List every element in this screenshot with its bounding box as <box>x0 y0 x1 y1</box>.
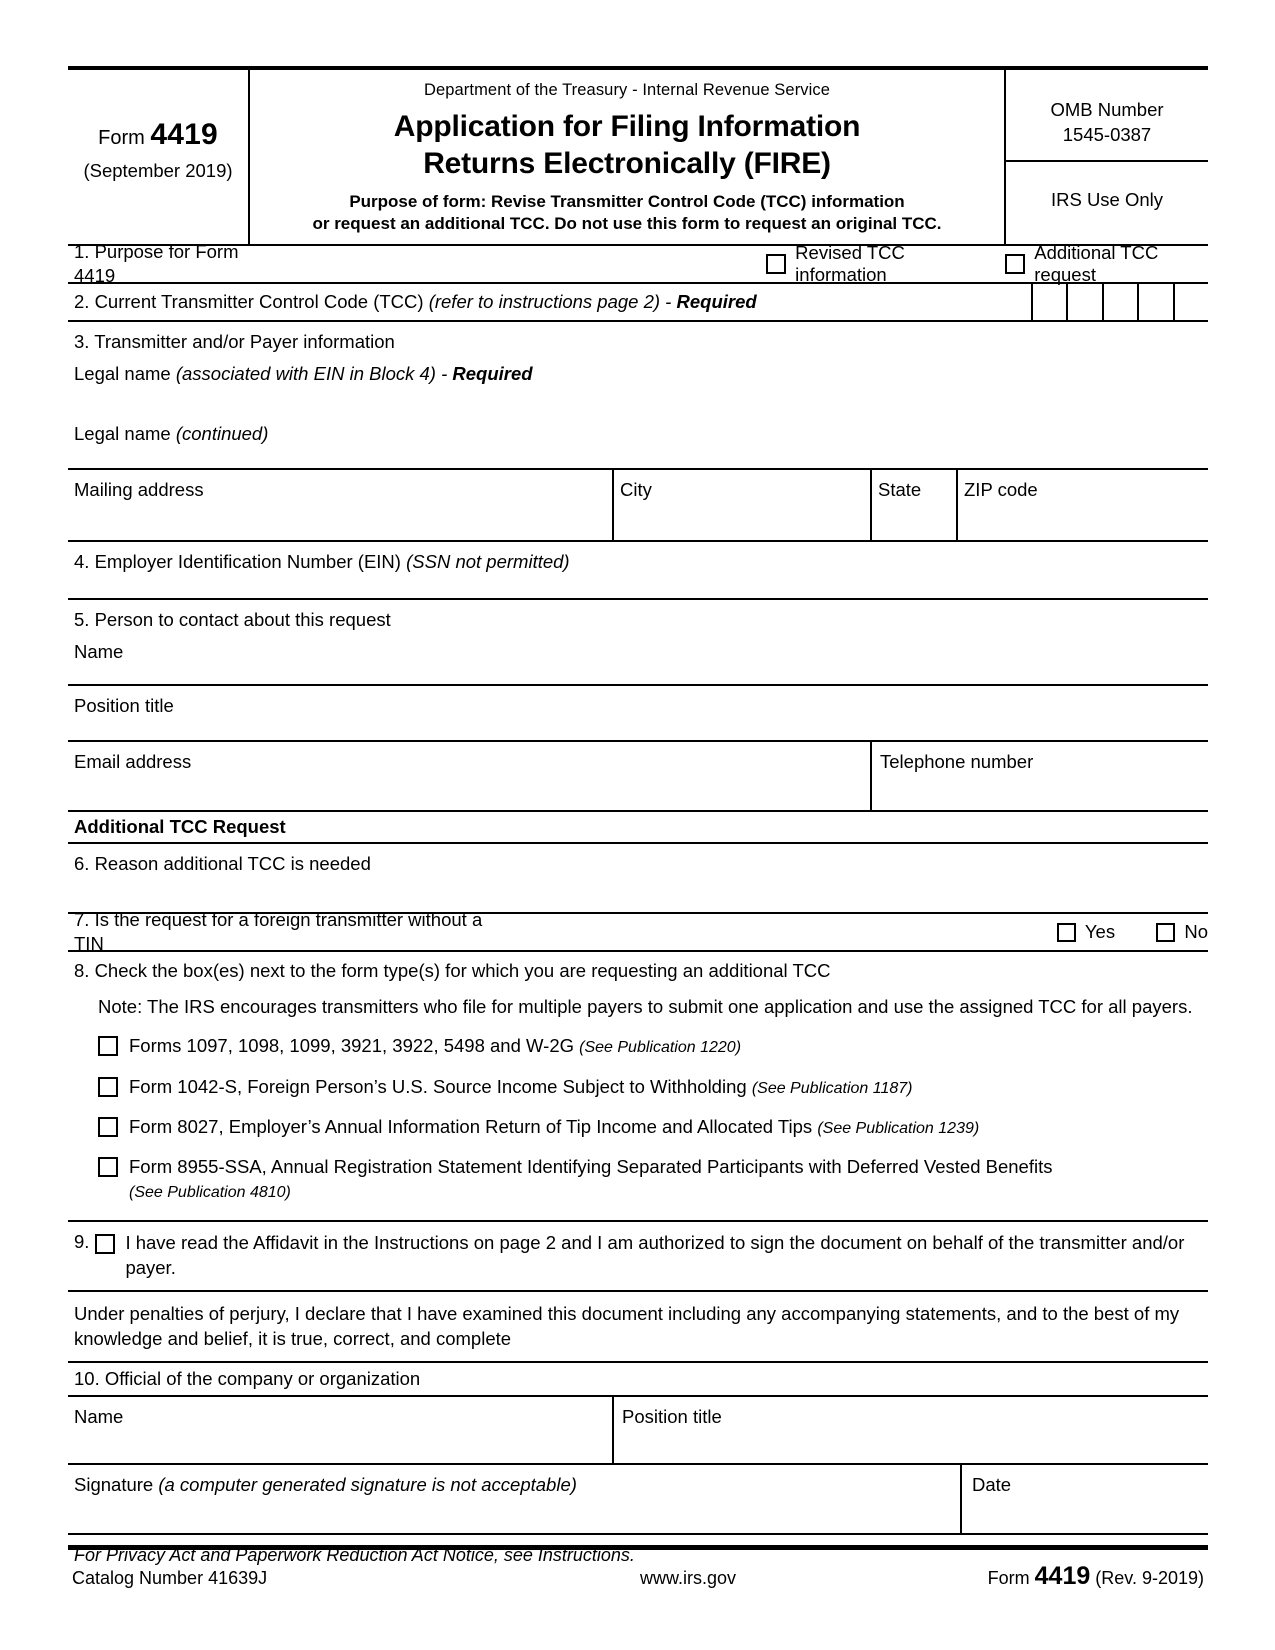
item8-option-2[interactable] <box>74 1075 1208 1099</box>
date-label: Date <box>972 1474 1012 1496</box>
item3-label: 3. Transmitter and/or Payer information <box>74 331 395 352</box>
item2-row <box>68 284 1208 322</box>
item10-label: 10. Official of the company or organization <box>74 1368 421 1390</box>
item8-option-4-main: Form 8955-SSA, <box>129 1156 271 1178</box>
form-purpose-line2: or request an additional TCC. Do not use this form to request an original TCC. <box>312 213 942 233</box>
footer-form-label: Form <box>987 1568 1035 1588</box>
contact-position-title-label: Position title <box>74 695 174 716</box>
item8-option-1-main: Forms 1097, 1098, 1099, 3921, 3922, 5498 and W-2G <box>129 1035 580 1057</box>
mailing-address-field[interactable] <box>68 470 614 540</box>
item3-legal-name-row[interactable] <box>68 322 1208 414</box>
legal-name-continued-label <box>74 422 1208 446</box>
item8-note-bold: Note: <box>98 996 143 1018</box>
contact-email-phone-row <box>68 742 1208 812</box>
email-address-label: Email address <box>74 751 192 772</box>
item8-option-4-text <box>129 1155 1052 1203</box>
tcc-cell[interactable] <box>1066 284 1101 320</box>
item2-label-wrap <box>68 284 1031 320</box>
omb-block <box>1006 70 1208 244</box>
checkbox-revised-tcc-icon[interactable] <box>766 254 786 274</box>
item9-text: I have read the Affidavit in the Instructions on page 2 and I am authorized to sign the document on behalf of the transmitter and/or payer. <box>125 1231 1185 1278</box>
official-position-title-label: Position title <box>622 1406 722 1428</box>
item7-row <box>68 908 1208 954</box>
form-header <box>68 66 1208 246</box>
item8-option-3[interactable] <box>74 1115 1208 1139</box>
item8-row <box>68 952 1208 1222</box>
official-name-label: Name <box>74 1406 124 1428</box>
official-name-field[interactable] <box>68 1397 614 1463</box>
address-row <box>68 470 1208 542</box>
irs-website-url[interactable]: www.irs.gov <box>639 1568 737 1588</box>
signature-field[interactable] <box>68 1465 962 1533</box>
legal-name-continued-row[interactable] <box>68 414 1208 470</box>
zip-field[interactable] <box>958 470 1208 540</box>
item10-name-position-row <box>68 1397 1208 1465</box>
footer-form-number: 4419 <box>1034 1562 1091 1590</box>
catalog-number: Catalog Number 41639J <box>72 1568 268 1588</box>
form-title-block <box>250 70 1006 244</box>
form-number-line <box>68 118 248 153</box>
form-identity-block <box>68 70 250 244</box>
item8-option-2-text <box>129 1075 913 1099</box>
item8-option-2-main: Form 1042-S, <box>129 1075 248 1097</box>
irs-use-only-box: IRS Use Only <box>1050 189 1164 210</box>
additional-tcc-section-heading: Additional TCC Request <box>68 812 1208 844</box>
item8-option-4-title: Annual Registration Statement Identifying Separated Participants with Deferred Vested Benefits <box>270 1156 1053 1178</box>
checkbox-affidavit-icon[interactable] <box>95 1234 115 1254</box>
signature-label-main: Signature <box>74 1474 159 1496</box>
item8-option-1-pub: (See Publication 1220) <box>579 1039 742 1057</box>
item9-number: 9. <box>74 1230 90 1252</box>
tcc-cell[interactable] <box>1031 284 1066 320</box>
item8-note-text: The IRS encourages transmitters who file for multiple payers to submit one application and use the assigned TCC for all payers. <box>142 996 1193 1018</box>
form-title-line2: Returns Electronically (FIRE) <box>423 146 831 180</box>
item4-ein-row[interactable] <box>68 542 1208 600</box>
perjury-statement: Under penalties of perjury, I declare that I have examined this document including any accompanying statements, and to the best of my knowledge and belief, it is true, correct, and complete <box>68 1292 1208 1364</box>
item7-no-option[interactable] <box>1156 921 1208 943</box>
item10-label-row <box>68 1363 1208 1397</box>
legal-name-label-main: Legal name <box>74 363 176 385</box>
item8-option-3-title: Employer’s Annual Information Return of Tip Income and Allocated Tips <box>228 1115 818 1137</box>
item7-no-label: No <box>1184 921 1208 942</box>
email-address-field[interactable] <box>68 742 872 810</box>
department-line: Department of the Treasury - Internal Revenue Service <box>423 81 831 99</box>
contact-position-title-row[interactable] <box>68 686 1208 742</box>
item1-additional-option[interactable] <box>1005 242 1208 286</box>
legal-name-continued-main: Legal name <box>74 423 176 444</box>
date-field[interactable] <box>962 1465 1208 1533</box>
signature-label-note: (a computer generated signature is not acceptable) <box>158 1474 577 1496</box>
state-label: State <box>878 479 922 500</box>
signature-label <box>74 1474 577 1495</box>
item8-option-3-text <box>129 1115 979 1139</box>
item1-row <box>68 240 1208 286</box>
legal-name-label-required: Required <box>452 363 533 385</box>
omb-number-box <box>1006 70 1208 162</box>
official-position-title-field[interactable] <box>614 1397 1208 1463</box>
telephone-number-field[interactable] <box>872 742 1208 810</box>
item2-label-main: 2. Current Transmitter Control Code (TCC) <box>74 290 429 312</box>
footer-divider <box>68 1545 1208 1550</box>
item8-option-3-main: Form 8027, <box>129 1115 229 1137</box>
item7-yes-label: Yes <box>1084 921 1116 942</box>
footer-form-revision: (Rev. 9-2019) <box>1090 1568 1204 1588</box>
item8-option-4[interactable] <box>74 1155 1208 1203</box>
item6-label: 6. Reason additional TCC is needed <box>74 853 371 874</box>
checkbox-no-icon[interactable] <box>1156 923 1175 942</box>
form-label: Form <box>98 127 145 149</box>
city-label: City <box>620 479 652 500</box>
item2-label-required: Required <box>676 290 757 312</box>
privacy-act-notice: For Privacy Act and Paperwork Reduction Act Notice, see Instructions. <box>74 1545 635 1566</box>
mailing-address-label: Mailing address <box>74 479 204 500</box>
state-field[interactable] <box>872 470 958 540</box>
item8-option-1-text <box>129 1034 741 1058</box>
checkbox-yes-icon[interactable] <box>1057 923 1076 942</box>
checkbox-form-8955ssa-icon[interactable] <box>98 1157 118 1177</box>
item6-reason-row[interactable] <box>68 844 1208 914</box>
item8-option-4-pub: (See Publication 4810) <box>129 1184 291 1202</box>
item2-label-note: (refer to instructions page 2) - <box>428 290 677 312</box>
tcc-cell[interactable] <box>1173 284 1208 320</box>
item2-tcc-input-grid[interactable] <box>1031 284 1208 320</box>
omb-number: 1545-0387 <box>1062 123 1152 145</box>
item4-label-main: 4. Employer Identification Number (EIN) <box>74 551 407 572</box>
form-footer <box>68 1562 1208 1591</box>
form-purpose <box>256 191 998 234</box>
item4-label-note: (SSN not permitted) <box>406 551 570 572</box>
item8-option-1[interactable] <box>74 1034 1208 1058</box>
item1-additional-label: Additional TCC request <box>1034 242 1159 285</box>
legal-name-label <box>74 362 1208 386</box>
omb-label: OMB Number <box>1050 99 1164 120</box>
tcc-cell[interactable] <box>1137 284 1172 320</box>
form-purpose-line1: Purpose of form: Revise Transmitter Control Code (TCC) information <box>349 192 905 212</box>
form-title-line1: Application for Filing Information <box>393 110 861 143</box>
tcc-cell[interactable] <box>1102 284 1137 320</box>
item8-option-3-pub: (See Publication 1239) <box>817 1119 980 1137</box>
item1-revised-label: Revised TCC information <box>795 242 905 285</box>
signature-date-row <box>68 1465 1208 1535</box>
contact-name-label: Name <box>74 641 124 663</box>
zip-label: ZIP code <box>964 479 1038 500</box>
checkbox-form-8027-icon[interactable] <box>98 1117 118 1137</box>
item7-label: 7. Is the request for a foreign transmitter without a TIN <box>74 908 483 954</box>
item1-revised-option[interactable] <box>766 242 983 286</box>
checkbox-forms-1097-icon[interactable] <box>98 1036 118 1056</box>
item4-label <box>74 550 1208 574</box>
form-sheet <box>68 66 1208 1566</box>
checkbox-form-1042s-icon[interactable] <box>98 1077 118 1097</box>
item8-note <box>74 996 1208 1018</box>
form-number: 4419 <box>150 118 218 151</box>
item1-label: 1. Purpose for Form 4419 <box>74 240 239 286</box>
item9-row[interactable] <box>68 1222 1208 1292</box>
city-field[interactable] <box>614 470 872 540</box>
item7-yes-option[interactable] <box>1057 921 1115 943</box>
legal-name-label-note: (associated with EIN in Block 4) - <box>175 363 453 385</box>
telephone-number-label: Telephone number <box>880 751 1034 772</box>
item2-label <box>74 290 757 314</box>
footer-form-identity <box>874 1562 1208 1591</box>
item5-name-row[interactable] <box>68 600 1208 686</box>
item8-option-2-title: Foreign Person’s U.S. Source Income Subject to Withholding <box>247 1075 752 1097</box>
checkbox-additional-tcc-icon[interactable] <box>1005 254 1025 274</box>
item8-option-2-pub: (See Publication 1187) <box>751 1079 913 1097</box>
item8-label: 8. Check the box(es) next to the form type(s) for which you are requesting an additional TCC <box>74 960 831 981</box>
form-revision-date: (September 2019) <box>83 159 233 181</box>
legal-name-continued-note: (continued) <box>175 423 269 444</box>
form-title <box>256 109 998 182</box>
item5-label: 5. Person to contact about this request <box>74 609 391 630</box>
